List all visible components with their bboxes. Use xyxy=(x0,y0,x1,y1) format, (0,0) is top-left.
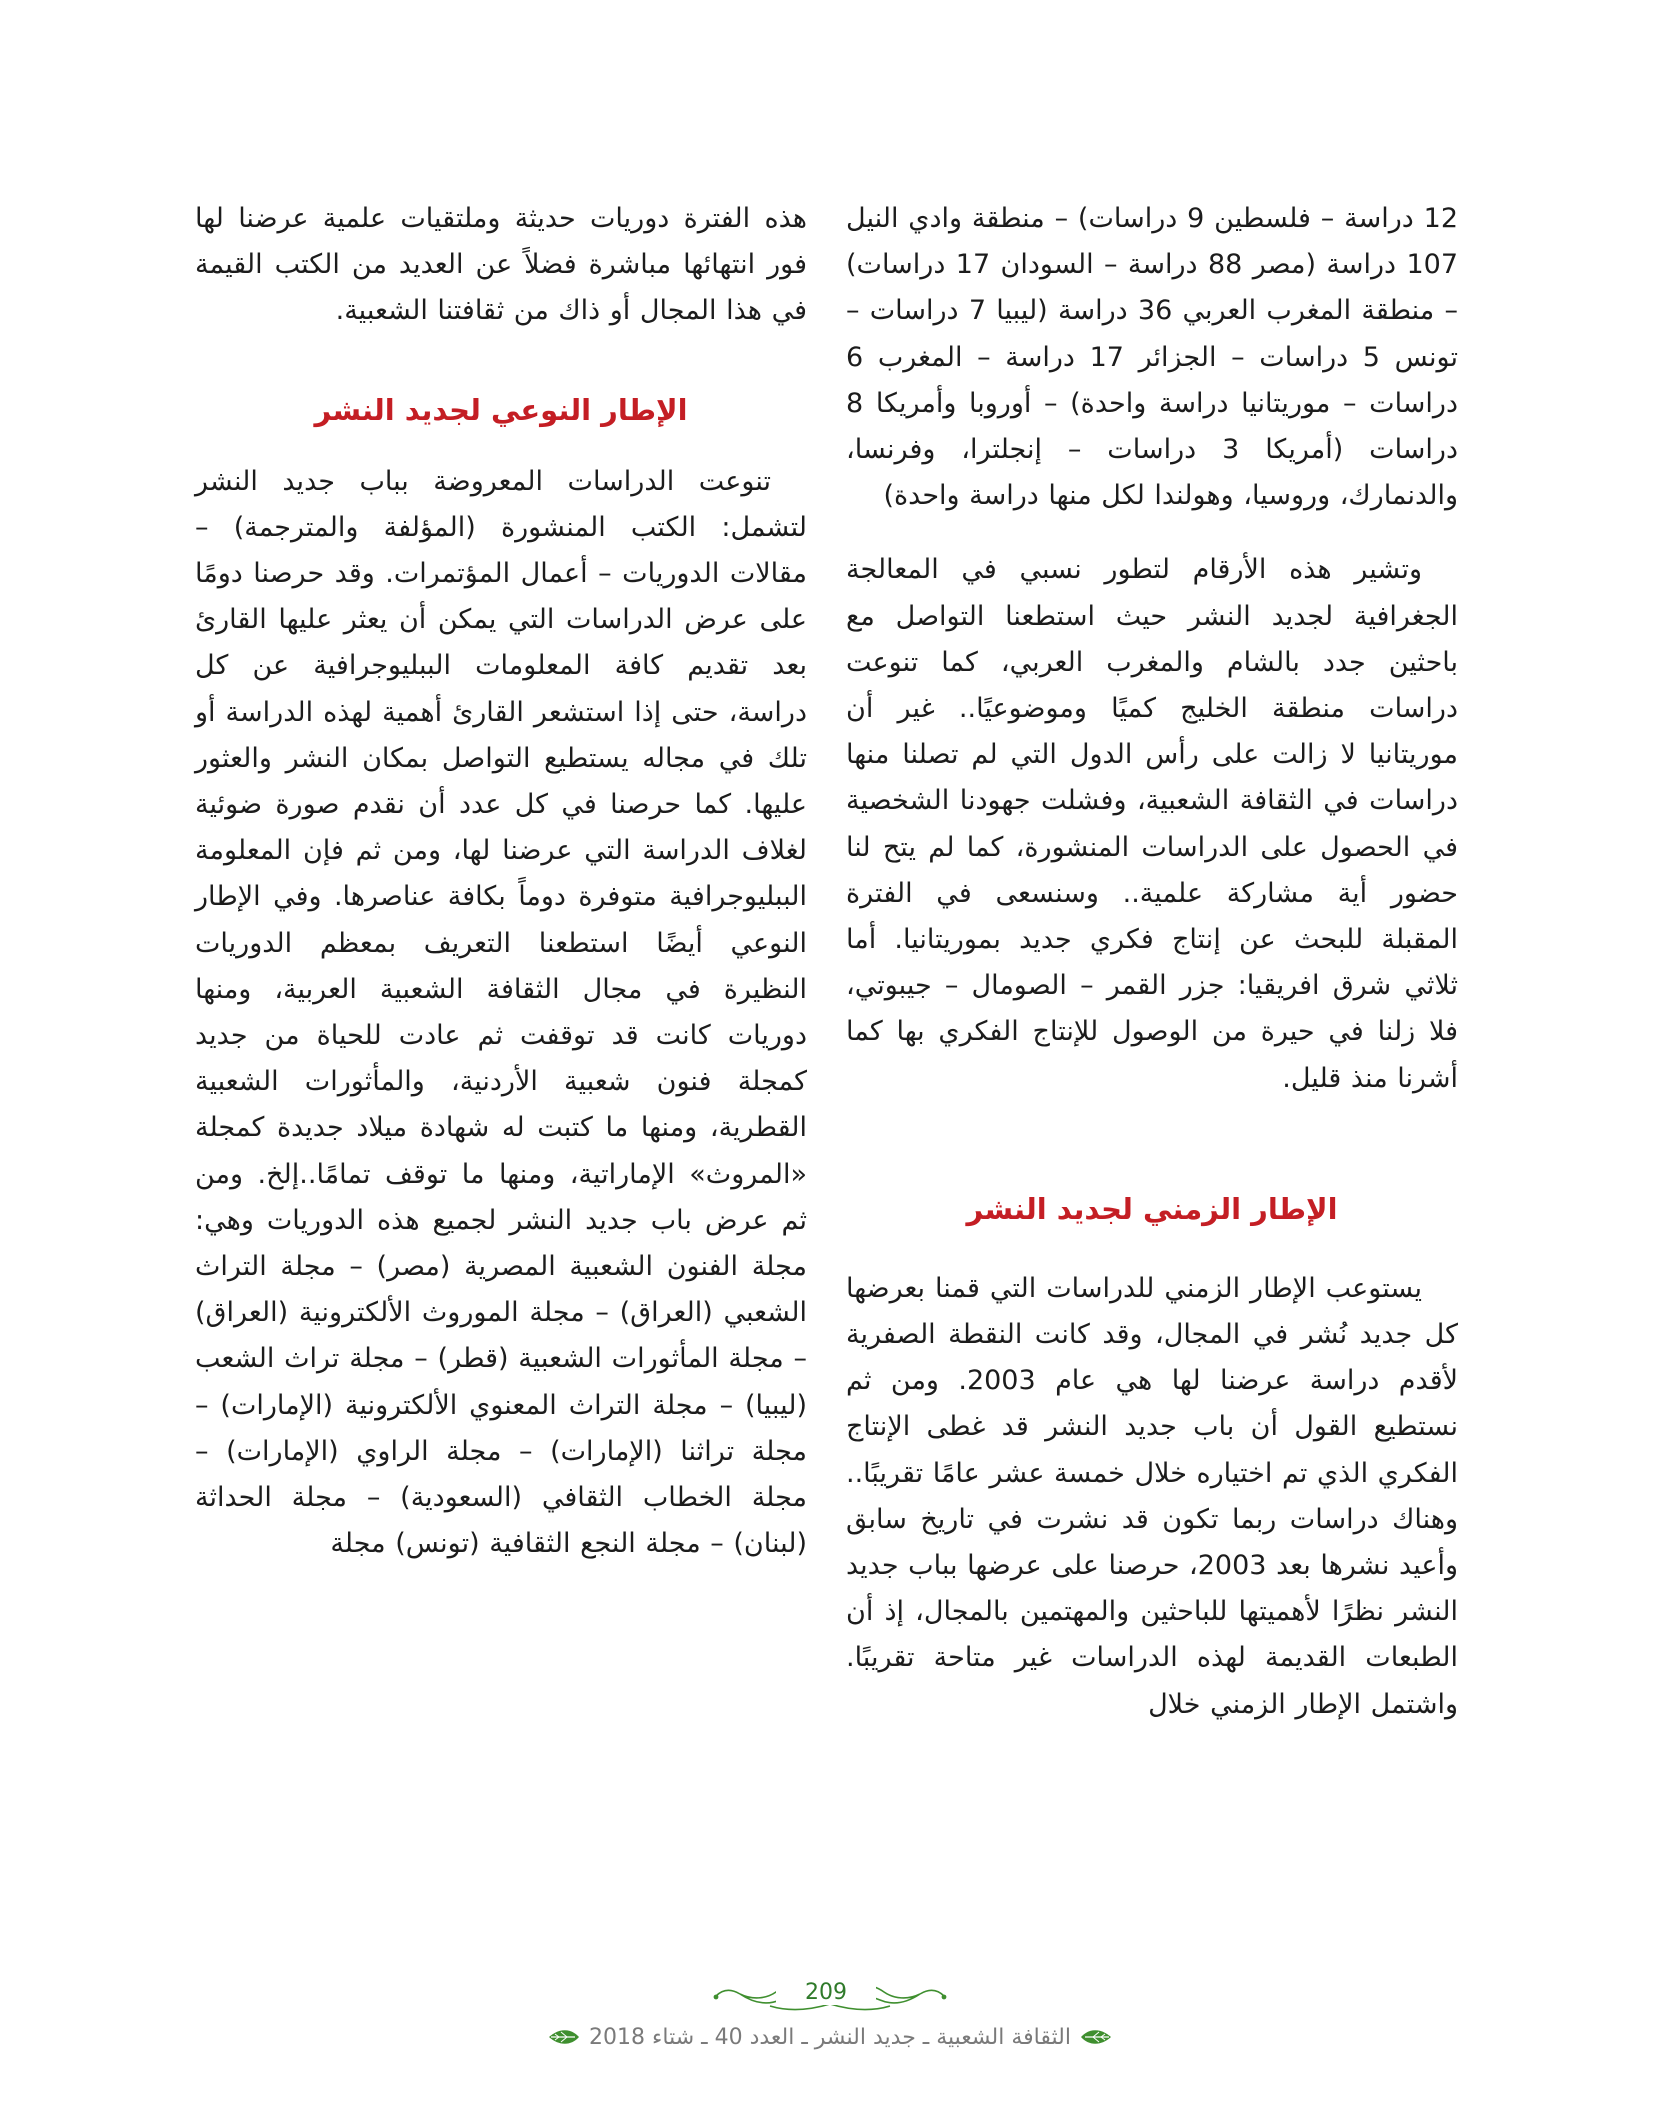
page-footer xyxy=(0,1976,1654,2056)
right-paragraph-3: يستوعب الإطار الزمني للدراسات التي قمنا بعرضها كل جديد نُشر في المجال، وقد كانت النقطة الصفرية لأقدم دراسة عرضنا لها هي عام 2003. ومن ثم نستطيع القول أن باب جديد النشر قد غطى الإنتاج الفكري الذي تم اختياره خلال خمسة عشر عامًا تقريبًا.. وهناك دراسات ربما تكون قد نشرت في تاريخ سابق وأعيد نشرها بعد 2003، حرصنا على عرضها بباب جديد النشر نظرًا لأهميتها للباحثين والمهتمين بالمجال، إذ أن الطبعات القديمة لهذه الدراسات غير متاحة تقريبًا. واشتمل الإطار الزمني خلال xyxy=(846,1272,1458,1720)
footer-publication-text: الثقافة الشعبية ـ جديد النشر ـ العدد 40 ـ شتاء 2018 xyxy=(589,2024,1071,2050)
section-heading-qualitative-frame: الإطار النوعي لجديد النشر xyxy=(314,392,688,427)
leaf-ornament-left-icon xyxy=(547,2026,581,2048)
right-column xyxy=(846,196,1458,1728)
page-number: 209 xyxy=(776,1980,876,2005)
right-paragraph-1: 12 دراسة – فلسطين 9 دراسات) – منطقة وادي النيل 107 دراسة (مصر 88 دراسة – السودان 17 دراسات) – منطقة المغرب العربي 36 دراسة (ليبيا 7 دراسات – تونس 5 دراسات – الجزائر 17 دراسة – المغرب 6 دراسات – موريتانيا دراسة واحدة) – أوروبا وأمريكا 8 دراسات (أمريكا 3 دراسات – إنجلترا، وفرنسا، والدنمارك، وروسيا، وهولندا لكل منها دراسة واحدة) xyxy=(846,203,1459,512)
left-column xyxy=(195,196,807,1567)
footer-publication-line xyxy=(490,2020,1170,2054)
leaf-ornament-right-icon xyxy=(1079,2026,1113,2048)
left-paragraph-1: هذه الفترة دوريات حديثة وملتقيات علمية عرضنا لها فور انتهائها مباشرة فضلاً عن العديد من الكتب القيمة في هذا المجال أو ذاك من ثقافتنا الشعبية. xyxy=(195,203,807,327)
left-paragraph-2: تنوعت الدراسات المعروضة بباب جديد النشر لتشمل: الكتب المنشورة (المؤلفة والمترجمة) – مقالات الدوريات – أعمال المؤتمرات. وقد حرصنا دومًا على عرض الدراسات التي يمكن أن يعثر عليها القارئ بعد تقديم كافة المعلومات الببليوجرافية عن كل دراسة، حتى إذا استشعر القارئ أهمية لهذه الدراسة أو تلك في مجاله يستطيع التواصل بمكان النشر والعثور عليها. كما حرصنا في كل عدد أن نقدم صورة ضوئية لغلاف الدراسة التي عرضنا لها، ومن ثم فإن المعلومة الببليوجرافية متوفرة دوماً بكافة عناصرها. وفي الإطار النوعي أيضًا استطعنا التعريف بمعظم الدوريات النظيرة في مجال الثقافة الشعبية العربية، ومنها دوريات كانت قد توقفت ثم عادت للحياة من جديد كمجلة فنون شعبية الأردنية، والمأثورات الشعبية القطرية، ومنها ما كتبت له شهادة ميلاد جديدة كمجلة «المروث» الإماراتية، ومنها ما توقف تمامًا..إلخ. ومن ثم عرض باب جديد النشر لجميع هذه الدوريات وهي: مجلة الفنون الشعبية المصرية (مصر) – مجلة التراث الشعبي (العراق) – مجلة الموروث الألكترونية (العراق) – مجلة المأثورات الشعبية (قطر) – مجلة تراث الشعب (ليبيا) – مجلة التراث المعنوي الألكترونية (الإمارات) – مجلة تراثنا (الإمارات) – مجلة الراوي (الإمارات) – مجلة الخطاب الثقافي (السعودية) – مجلة الحداثة (لبنان) – مجلة النجع الثقافية (تونس) مجلة xyxy=(195,465,807,1560)
section-heading-temporal-frame: الإطار الزمني لجديد النشر xyxy=(966,1191,1338,1226)
right-paragraph-2: وتشير هذه الأرقام لتطور نسبي في المعالجة الجغرافية لجديد النشر حيث استطعنا التواصل مع باحثين جدد بالشام والمغرب العربي، كما تنوعت دراسات منطقة الخليج كميًا وموضوعيًا.. غير أن موريتانيا لا زالت على رأس الدول التي لم تصلنا منها دراسات في الثقافة الشعبية، وفشلت جهودنا الشخصية في الحصول على الدراسات المنشورة، كما لم يتح لنا حضور أية مشاركة علمية.. وسنسعى في الفترة المقبلة للبحث عن إنتاج فكري جديد بموريتانيا. أما ثلاثي شرق افريقيا: جزر القمر – الصومال – جيبوتي، فلا زلنا في حيرة من الوصول للإنتاج الفكري بها كما أشرنا منذ قليل. xyxy=(846,554,1458,1094)
